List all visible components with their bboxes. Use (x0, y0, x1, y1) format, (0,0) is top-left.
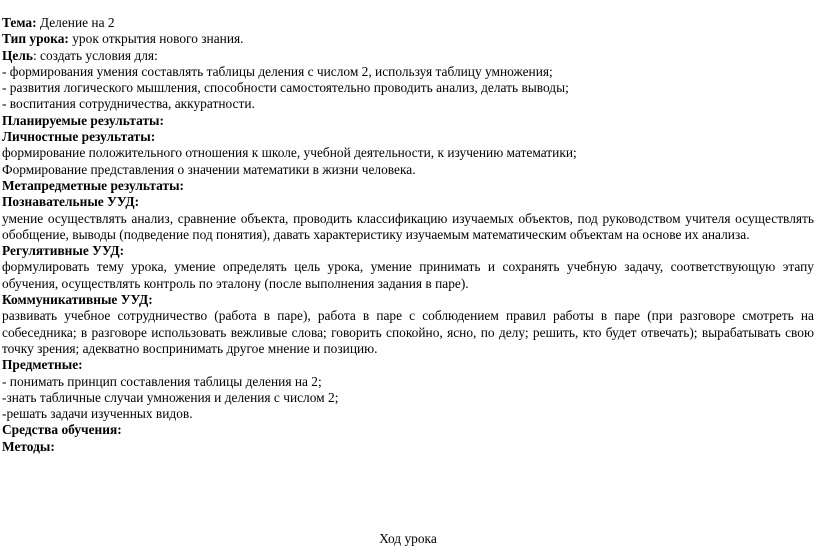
lesson-type-line (2, 31, 814, 47)
subject-result-item: -решать задачи изученных видов. (2, 406, 193, 422)
goal-label: Цель (2, 47, 33, 63)
planned-results-heading: Планируемые результаты: (2, 112, 164, 128)
subject-result-item: - понимать принцип составления таблицы деления на 2; (2, 373, 322, 389)
cognitive-text: умение осуществлять анализ, сравнение объекта, проводить классификацию изучаемых объектов, под руководством учителя осуществлять обобщение, выводы (подведение под понятия), давать характеристику изучаемым математическим объектам на основе их анализа. (2, 210, 814, 242)
personal-results-heading: Личностные результаты: (2, 129, 156, 145)
subject-results-heading: Предметные: (2, 357, 83, 373)
regulatory-heading: Регулятивные УУД: (2, 243, 125, 259)
subject-result-item: -знать табличные случаи умножения и деления с числом 2; (2, 389, 339, 405)
regulatory-text: формулировать тему урока, умение определять цель урока, умение принимать и сохранять учебную задачу, соответствующую этапу обучения, осуществлять контроль по эталону (после выполнения задания в паре). (2, 259, 814, 291)
topic-value: Деление на 2 (36, 15, 115, 30)
personal-result-item: формирование положительного отношения к школе, учебной деятельности, к изучению математики; (2, 145, 577, 161)
goal-line (2, 48, 814, 64)
cognitive-heading: Познавательные УУД: (2, 194, 140, 210)
goal-value: : создать условия для: (32, 47, 158, 63)
personal-result-item: Формирование представления о значении математики в жизни человека. (2, 161, 416, 177)
communicative-text: развивать учебное сотрудничество (работа в паре), работа в паре с соблюдением правил работы в паре (при разговоре смотреть на собеседника; в разговоре использовать вежливые слова; говорить спокойно, ясно, по делу; решить, кто будет отвечать); вырабатывать свою точку зрения; адекватно воспринимать другое мнение и позицию. (2, 308, 814, 356)
goal-item: - развития логического мышления, способности самостоятельно проводить анализ, делать выводы; (2, 80, 569, 96)
topic-line (2, 15, 814, 31)
meta-results-heading: Метапредметные результаты: (2, 177, 184, 193)
goal-item: - воспитания сотрудничества, аккуратности. (2, 96, 255, 112)
lesson-type-value: урок открытия нового знания. (68, 31, 244, 47)
means-heading: Средства обучения: (2, 422, 122, 438)
lesson-progress-heading: Ход урока (379, 531, 437, 546)
goal-item: - формирования умения составлять таблицы деления с числом 2, используя таблицу умножения; (2, 63, 553, 79)
methods-heading: Методы: (2, 438, 55, 454)
lesson-plan-document (2, 15, 814, 455)
topic-label: Тема: (2, 15, 37, 30)
lesson-type-label: Тип урока: (2, 31, 69, 47)
communicative-heading: Коммуникативные УУД: (2, 292, 153, 308)
